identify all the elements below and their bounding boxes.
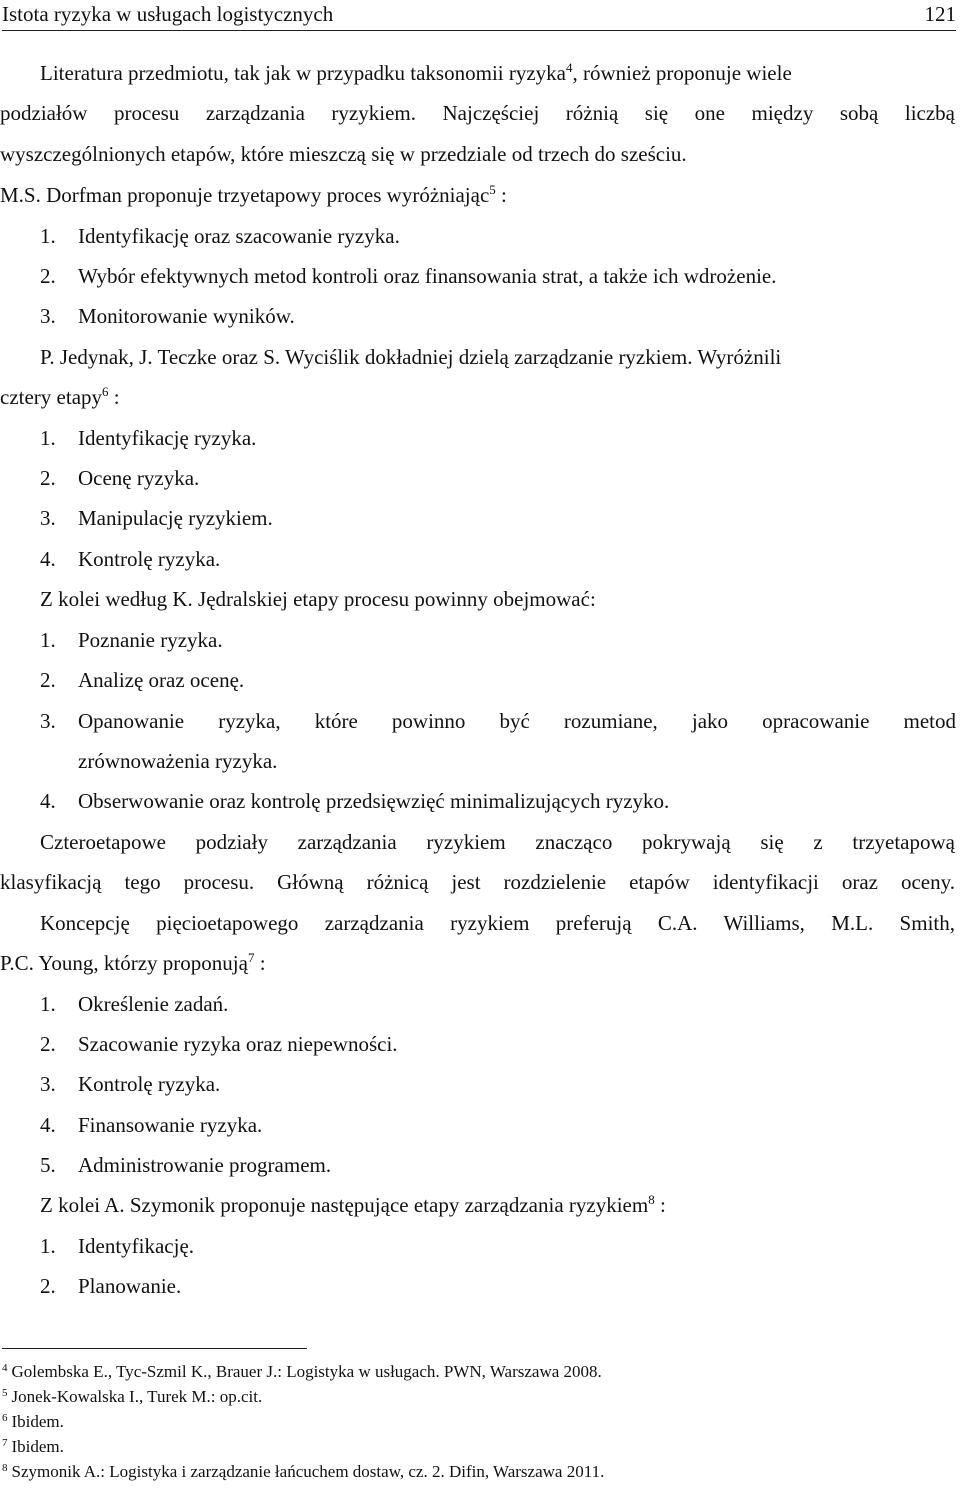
list-intro: cztery etapy$^6$ : <box>0 384 120 409</box>
list-item: 1. Identyfikację ryzyka. <box>40 426 257 450</box>
list-item: 1. Określenie zadań. <box>40 992 229 1016</box>
list-item: 2. Wybór efektywnych metod kontroli oraz finansowania strat, a także ich wdrożenie. <box>40 264 777 288</box>
paragraph-line: Czteroetapowe podziały zarządzania ryzykiem znacząco pokrywają się z trzyetapową <box>40 830 955 854</box>
list-item: 2. Analizę oraz ocenę. <box>40 668 245 692</box>
list-item: 2. Planowanie. <box>40 1274 182 1298</box>
footnote-ref[interactable]: 8 <box>648 1192 655 1207</box>
paragraph-line: Koncepcję pięcioetapowego zarządzania ryzykiem preferują C.A. Williams, M.L. Smith, <box>40 911 955 935</box>
list-item: 4. Finansowanie ryzyka. <box>40 1113 263 1137</box>
footnote-ref[interactable]: 6 <box>102 384 109 399</box>
list-item: 1. Identyfikację oraz szacowanie ryzyka. <box>40 224 400 248</box>
list-intro: P.C. Young, którzy proponują$^7$ : <box>0 950 266 975</box>
footnote: $^7$ Ibidem. <box>2 1437 64 1456</box>
list-item: 3. Monitorowanie wyników. <box>40 304 295 328</box>
footnote: $^6$ Ibidem. <box>2 1412 64 1431</box>
running-header <box>2 0 956 31</box>
list-intro: Z kolei A. Szymonik proponuje następujące etapy zarządzania ryzykiem$^8$ : <box>40 1192 666 1217</box>
list-item: 5. Administrowanie programem. <box>40 1153 332 1177</box>
paragraph-line: klasyfikacją tego procesu. Główną różnicą jest rozdzielenie etapów identyfikacji oraz oceny. <box>0 870 955 894</box>
footnote-ref[interactable]: 5 <box>489 182 496 197</box>
footnote-ref[interactable]: 7 <box>247 950 255 965</box>
list-intro: M.S. Dorfman proponuje trzyetapowy proces wyróżniając$^5$ : <box>0 182 507 207</box>
list-item: 4. Kontrolę ryzyka. <box>40 547 221 571</box>
list-intro: Z kolei według K. Jędralskiej etapy procesu powinny obejmować: <box>40 587 596 611</box>
list-item: 2. Szacowanie ryzyka oraz niepewności. <box>40 1032 398 1056</box>
list-intro: P. Jedynak, J. Teczke oraz S. Wyciślik dokładniej dzielą zarządzanie ryzkiem. Wyróżnili <box>40 345 782 369</box>
header-title: Istota ryzyka w usługach logistycznych <box>2 2 334 26</box>
list-item: 2. Ocenę ryzyka. <box>40 466 200 490</box>
footnote-ref[interactable]: 4 <box>566 60 573 75</box>
page-number: 121 <box>924 2 956 26</box>
paragraph-line: Literatura przedmiotu, tak jak w przypadku taksonomii ryzyka$^4$, również proponuje wiele <box>40 60 792 85</box>
list-item: 4. Obserwowanie oraz kontrolę przedsięwzięć minimalizujących ryzyko. <box>40 789 670 813</box>
paragraph-line: podziałów procesu zarządzania ryzykiem. Najczęściej różnią się one między sobą liczbą <box>0 101 955 125</box>
list-item: 3. Manipulację ryzykiem. <box>40 506 273 530</box>
list-item: 1. Identyfikację. <box>40 1234 195 1258</box>
list-item: 3. Opanowanie ryzyka, które powinno być rozumiane, jako opracowanie metod <box>40 709 956 733</box>
footnote-separator <box>2 1348 307 1349</box>
list-item-continuation: zrównoważenia ryzyka. <box>78 749 278 773</box>
list-item: 1. Poznanie ryzyka. <box>40 628 223 652</box>
paragraph-line: wyszczególnionych etapów, które mieszczą się w przedziale od trzech do sześciu. <box>0 142 687 166</box>
footnote: $^4$ Golembska E., Tyc-Szmil K., Brauer J.: Logistyka w usługach. PWN, Warszawa 2008. <box>2 1362 602 1381</box>
footnote: $^5$ Jonek-Kowalska I., Turek M.: op.cit. <box>2 1387 263 1406</box>
list-item: 3. Kontrolę ryzyka. <box>40 1072 221 1096</box>
footnote: $^8$ Szymonik A.: Logistyka i zarządzanie łańcuchem dostaw, cz. 2. Difin, Warszawa 2011. <box>2 1462 605 1481</box>
